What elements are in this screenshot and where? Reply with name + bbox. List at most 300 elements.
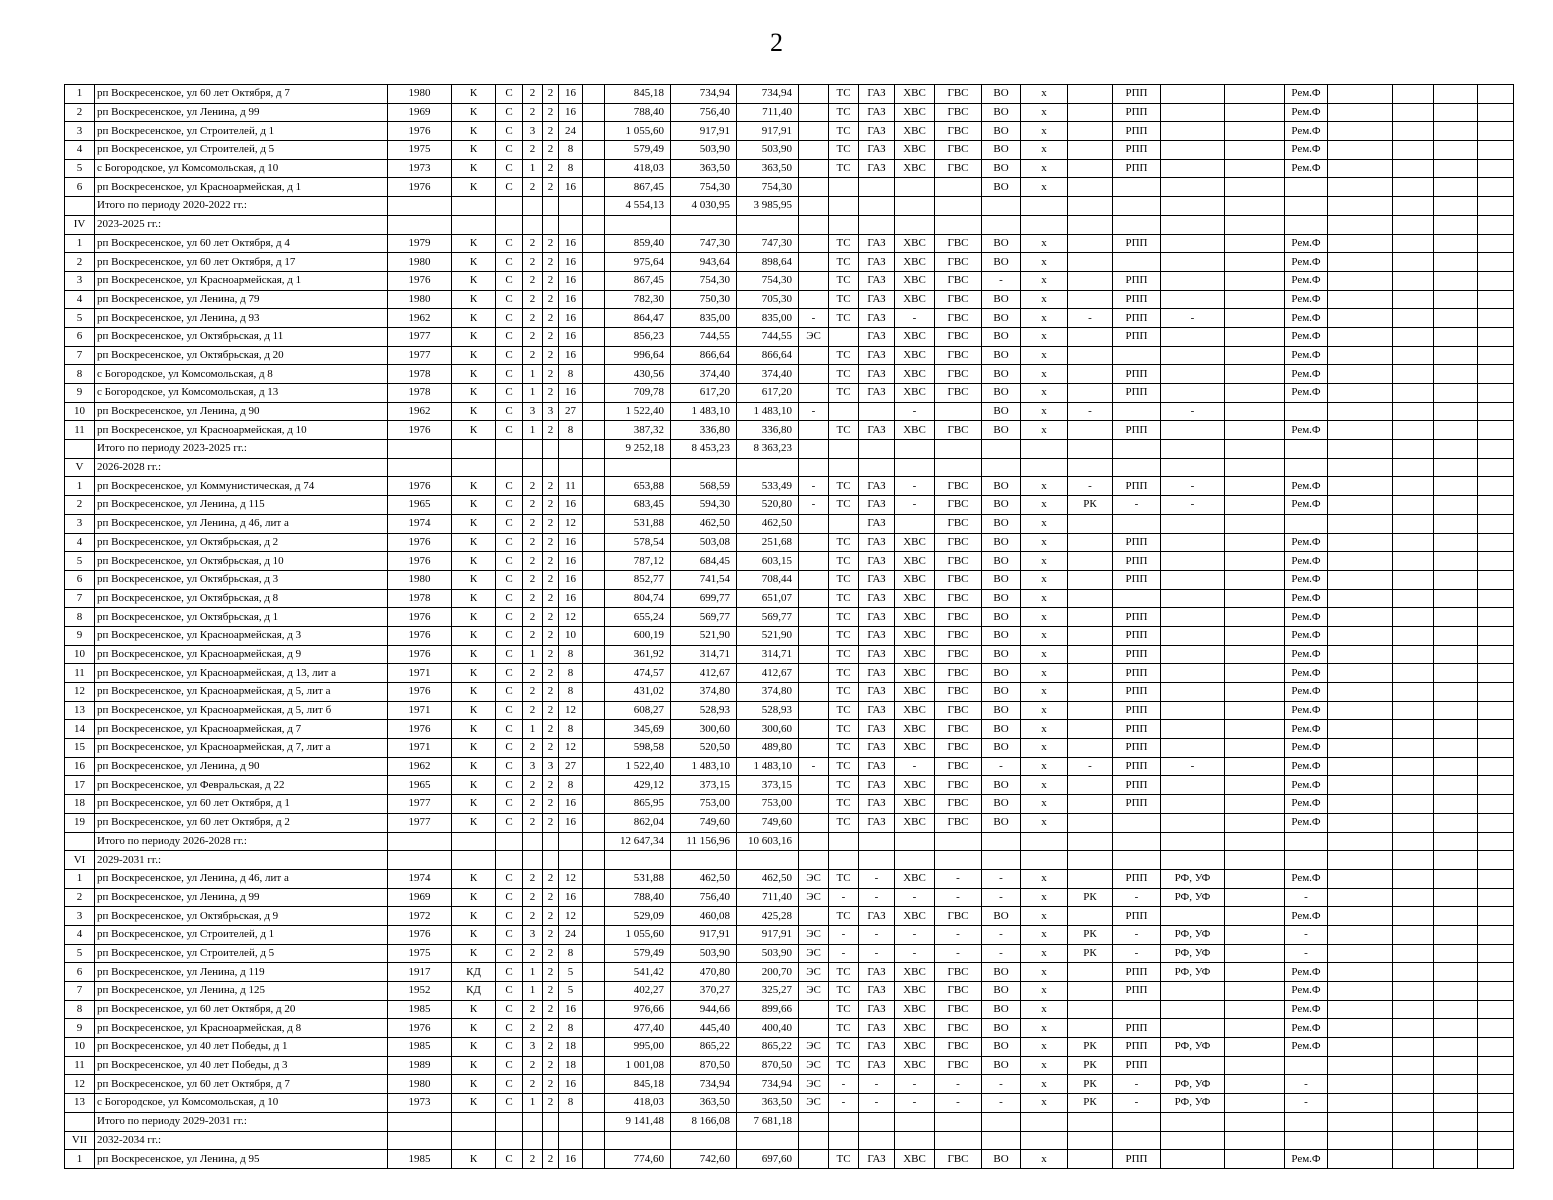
table-cell [982, 197, 1021, 216]
table-row [65, 982, 1514, 1001]
period-total-row [65, 832, 1514, 851]
period-label: 2026-2028 гг.: [95, 458, 388, 477]
table-cell [1068, 346, 1113, 365]
table-cell: 2 [543, 739, 559, 758]
table-cell [1285, 832, 1328, 851]
table-cell: х [1021, 384, 1068, 403]
table-cell: С [496, 645, 523, 664]
table-cell: С [496, 309, 523, 328]
table-cell: 3 [65, 271, 95, 290]
table-cell: 370,27 [671, 982, 737, 1001]
table-cell: ТС [829, 645, 859, 664]
table-cell [1434, 440, 1478, 459]
table-cell [1478, 215, 1514, 234]
table-cell: ТС [829, 1056, 859, 1075]
table-cell [1328, 234, 1393, 253]
table-cell: Рем.Ф [1285, 589, 1328, 608]
table-cell [1285, 178, 1328, 197]
table-cell: ГВС [935, 963, 982, 982]
address-cell: рп Воскресенское, ул Ленина, д 90 [95, 402, 388, 421]
table-cell: ВО [982, 664, 1021, 683]
table-cell [1285, 458, 1328, 477]
table-cell: С [496, 1056, 523, 1075]
table-cell [1113, 197, 1161, 216]
table-cell: х [1021, 159, 1068, 178]
table-cell [1328, 1112, 1393, 1131]
table-cell: 569,77 [737, 608, 799, 627]
table-cell [1225, 402, 1285, 421]
table-cell: х [1021, 1075, 1068, 1094]
table-cell [523, 832, 543, 851]
table-cell [1328, 309, 1393, 328]
table-cell: С [496, 776, 523, 795]
table-cell: 1 483,10 [671, 757, 737, 776]
table-cell: 867,45 [605, 271, 671, 290]
address-cell: рп Воскресенское, ул Красноармейская, д 3 [95, 626, 388, 645]
table-row [65, 159, 1514, 178]
table-cell: 4 [65, 925, 95, 944]
table-cell: РФ, УФ [1161, 1075, 1225, 1094]
table-cell [935, 1131, 982, 1150]
table-cell: 373,15 [671, 776, 737, 795]
table-cell: 462,50 [671, 514, 737, 533]
table-cell [1068, 159, 1113, 178]
table-cell [1068, 253, 1113, 272]
address-cell: рп Воскресенское, ул Красноармейская, д 7 [95, 720, 388, 739]
table-cell: ГВС [935, 608, 982, 627]
table-cell: 709,78 [605, 384, 671, 403]
table-cell [1328, 1075, 1393, 1094]
table-cell: ГАЗ [859, 271, 895, 290]
table-cell [1068, 813, 1113, 832]
table-cell: 361,92 [605, 645, 671, 664]
table-cell: 852,77 [605, 570, 671, 589]
table-cell [982, 440, 1021, 459]
table-cell: 2 [65, 253, 95, 272]
table-cell [1161, 327, 1225, 346]
table-cell [1328, 795, 1393, 814]
table-cell [1328, 290, 1393, 309]
table-cell [1434, 1075, 1478, 1094]
table-cell: 2 [523, 552, 543, 571]
table-cell [583, 421, 605, 440]
table-cell [1021, 197, 1068, 216]
table-cell: РПП [1113, 327, 1161, 346]
table-row [65, 1075, 1514, 1094]
table-cell [1068, 234, 1113, 253]
table-cell: ГАЗ [859, 253, 895, 272]
table-cell [1225, 234, 1285, 253]
table-cell [799, 813, 829, 832]
table-cell [1161, 645, 1225, 664]
table-cell: 3 [65, 122, 95, 141]
period-label: 2023-2025 гг.: [95, 215, 388, 234]
table-cell: 1 [523, 1094, 543, 1113]
table-row [65, 963, 1514, 982]
table-cell: ГВС [935, 907, 982, 926]
address-cell: рп Воскресенское, ул Ленина, д 90 [95, 757, 388, 776]
table-cell [1328, 645, 1393, 664]
table-cell [523, 1112, 543, 1131]
table-cell [1434, 626, 1478, 645]
table-cell [1021, 440, 1068, 459]
table-cell: 2 [543, 813, 559, 832]
table-cell: ГАЗ [859, 159, 895, 178]
table-cell [1225, 608, 1285, 627]
table-cell: 788,40 [605, 103, 671, 122]
table-cell [1478, 85, 1514, 104]
table-cell: ВО [982, 290, 1021, 309]
table-cell [1328, 552, 1393, 571]
table-cell [1068, 552, 1113, 571]
table-cell: 568,59 [671, 477, 737, 496]
table-cell [895, 851, 935, 870]
table-cell: РПП [1113, 533, 1161, 552]
table-cell [799, 1150, 829, 1169]
table-cell [1393, 645, 1434, 664]
table-cell: 683,45 [605, 496, 671, 515]
table-cell: - [895, 402, 935, 421]
table-cell [452, 1131, 496, 1150]
period-total-value: 10 603,16 [737, 832, 799, 851]
table-cell: С [496, 888, 523, 907]
table-cell: - [799, 757, 829, 776]
table-cell: 1979 [388, 234, 452, 253]
table-cell [583, 141, 605, 160]
table-cell: ГВС [935, 421, 982, 440]
table-cell [1434, 514, 1478, 533]
table-cell: - [829, 888, 859, 907]
table-cell [1478, 346, 1514, 365]
table-cell [1225, 757, 1285, 776]
table-cell [1434, 813, 1478, 832]
table-cell [1161, 440, 1225, 459]
address-cell: рп Воскресенское, ул Ленина, д 46, лит а [95, 869, 388, 888]
table-cell: ВО [982, 85, 1021, 104]
table-cell: Рем.Ф [1285, 122, 1328, 141]
table-cell [859, 458, 895, 477]
table-cell [1225, 683, 1285, 702]
table-cell: 1980 [388, 1075, 452, 1094]
table-cell: 2 [543, 514, 559, 533]
period-total-value: 9 141,48 [605, 1112, 671, 1131]
table-cell: К [452, 178, 496, 197]
period-total-row [65, 1112, 1514, 1131]
table-cell [1225, 1112, 1285, 1131]
table-cell [1225, 1019, 1285, 1038]
table-cell [1285, 197, 1328, 216]
table-cell: - [982, 925, 1021, 944]
table-cell [1068, 570, 1113, 589]
table-cell [1225, 832, 1285, 851]
table-cell: ГВС [935, 514, 982, 533]
table-cell: 917,91 [737, 122, 799, 141]
table-cell: ГАЗ [859, 795, 895, 814]
table-cell: ХВС [895, 813, 935, 832]
table-cell: 944,66 [671, 1000, 737, 1019]
table-cell: 1980 [388, 570, 452, 589]
table-row [65, 608, 1514, 627]
table-cell: 1 [523, 982, 543, 1001]
table-cell [1478, 739, 1514, 758]
table-cell [1478, 664, 1514, 683]
table-cell [1393, 1150, 1434, 1169]
table-cell [1113, 440, 1161, 459]
table-cell: К [452, 795, 496, 814]
table-cell [1434, 1094, 1478, 1113]
period-section-row [65, 851, 1514, 870]
table-cell [388, 197, 452, 216]
table-cell [1021, 832, 1068, 851]
table-cell: 541,42 [605, 963, 671, 982]
table-cell: ТС [829, 701, 859, 720]
table-cell: 503,90 [671, 141, 737, 160]
table-cell [1478, 907, 1514, 926]
table-cell: К [452, 757, 496, 776]
table-cell [1328, 1131, 1393, 1150]
table-cell [1161, 103, 1225, 122]
table-cell: - [982, 944, 1021, 963]
table-row [65, 496, 1514, 515]
table-cell: К [452, 1094, 496, 1113]
table-cell [583, 253, 605, 272]
table-cell: - [1285, 1094, 1328, 1113]
table-cell [1161, 253, 1225, 272]
table-cell [452, 1112, 496, 1131]
table-cell [1328, 141, 1393, 160]
table-cell: РПП [1113, 757, 1161, 776]
table-row [65, 757, 1514, 776]
table-cell: 425,28 [737, 907, 799, 926]
table-cell: ВО [982, 570, 1021, 589]
table-cell [1393, 271, 1434, 290]
table-cell: ХВС [895, 141, 935, 160]
table-cell [1328, 496, 1393, 515]
table-cell: Рем.Ф [1285, 552, 1328, 571]
table-cell [543, 197, 559, 216]
table-cell: 12 [559, 739, 583, 758]
table-cell: 2 [543, 795, 559, 814]
table-cell: ТС [829, 253, 859, 272]
table-cell [1434, 234, 1478, 253]
table-row [65, 664, 1514, 683]
table-cell: - [982, 1075, 1021, 1094]
table-cell: ГАЗ [859, 757, 895, 776]
table-cell: ХВС [895, 346, 935, 365]
table-cell: 16 [559, 533, 583, 552]
table-cell [583, 384, 605, 403]
table-cell [583, 925, 605, 944]
table-cell: 10 [65, 402, 95, 421]
table-cell: 2 [543, 253, 559, 272]
table-cell: 2 [543, 1038, 559, 1057]
table-cell [523, 458, 543, 477]
table-cell: - [799, 477, 829, 496]
table-cell: - [1161, 309, 1225, 328]
table-cell: 2 [523, 271, 543, 290]
table-cell [935, 178, 982, 197]
table-cell [799, 159, 829, 178]
table-cell [559, 832, 583, 851]
table-cell: С [496, 103, 523, 122]
table-cell: С [496, 626, 523, 645]
table-cell: 749,60 [671, 813, 737, 832]
table-cell [1068, 683, 1113, 702]
table-cell: 2 [65, 496, 95, 515]
table-cell [1434, 253, 1478, 272]
table-row [65, 402, 1514, 421]
table-cell: Рем.Ф [1285, 477, 1328, 496]
table-cell [799, 533, 829, 552]
table-cell: 865,22 [671, 1038, 737, 1057]
table-cell: ГВС [935, 589, 982, 608]
table-cell [1328, 477, 1393, 496]
table-cell [1225, 178, 1285, 197]
table-cell: 462,50 [671, 869, 737, 888]
table-cell: 521,90 [737, 626, 799, 645]
table-cell: х [1021, 907, 1068, 926]
table-cell: 460,08 [671, 907, 737, 926]
table-cell: С [496, 253, 523, 272]
table-cell: - [982, 869, 1021, 888]
table-cell: 9 [65, 1019, 95, 1038]
table-cell: 742,60 [671, 1150, 737, 1169]
table-cell: Рем.Ф [1285, 907, 1328, 926]
table-cell: С [496, 1094, 523, 1113]
table-cell [935, 1112, 982, 1131]
address-cell: рп Воскресенское, ул Ленина, д 93 [95, 309, 388, 328]
table-cell: 1989 [388, 1056, 452, 1075]
table-cell [799, 290, 829, 309]
table-cell: С [496, 234, 523, 253]
address-cell: рп Воскресенское, ул Красноармейская, д 10 [95, 421, 388, 440]
table-cell: 756,40 [671, 888, 737, 907]
table-cell: ТС [829, 813, 859, 832]
table-cell [496, 832, 523, 851]
table-cell: 477,40 [605, 1019, 671, 1038]
period-total-label: Итого по периоду 2023-2025 гг.: [95, 440, 388, 459]
table-cell [1161, 813, 1225, 832]
table-cell [799, 458, 829, 477]
table-cell: 2 [523, 776, 543, 795]
table-cell [1434, 1150, 1478, 1169]
table-cell [1434, 683, 1478, 702]
table-cell: ВО [982, 552, 1021, 571]
table-cell [829, 215, 859, 234]
table-cell: ТС [829, 1038, 859, 1057]
table-cell: ВО [982, 963, 1021, 982]
table-cell: - [1285, 925, 1328, 944]
table-cell: К [452, 626, 496, 645]
table-cell: 898,64 [737, 253, 799, 272]
table-cell: 996,64 [605, 346, 671, 365]
table-cell [496, 215, 523, 234]
table-cell: ТС [829, 757, 859, 776]
table-cell: 16 [559, 496, 583, 515]
table-cell [1434, 85, 1478, 104]
table-cell [583, 982, 605, 1001]
table-cell [583, 290, 605, 309]
table-cell [737, 1131, 799, 1150]
table-cell: ГАЗ [859, 1019, 895, 1038]
table-cell: РПП [1113, 85, 1161, 104]
table-cell: ХВС [895, 1056, 935, 1075]
address-cell: рп Воскресенское, ул Красноармейская, д 5, лит б [95, 701, 388, 720]
table-cell [829, 832, 859, 851]
table-cell: 1 [65, 1150, 95, 1169]
table-cell: - [935, 944, 982, 963]
table-cell [1478, 944, 1514, 963]
table-cell: ТС [829, 365, 859, 384]
table-cell: 711,40 [737, 103, 799, 122]
table-cell [543, 1131, 559, 1150]
table-cell [1161, 1000, 1225, 1019]
table-cell [583, 832, 605, 851]
table-cell: ГВС [935, 253, 982, 272]
table-cell [829, 458, 859, 477]
table-cell [1068, 664, 1113, 683]
table-cell: 2 [543, 552, 559, 571]
table-cell: ВО [982, 253, 1021, 272]
address-cell: рп Воскресенское, ул Строителей, д 1 [95, 925, 388, 944]
table-cell: 1965 [388, 776, 452, 795]
table-cell: - [1113, 944, 1161, 963]
table-cell: 2 [523, 813, 543, 832]
table-row [65, 869, 1514, 888]
table-cell: РПП [1113, 271, 1161, 290]
table-cell: 1 [65, 234, 95, 253]
address-cell: рп Воскресенское, ул Октябрьская, д 8 [95, 589, 388, 608]
table-cell: 1969 [388, 103, 452, 122]
table-cell: ГАЗ [859, 234, 895, 253]
table-cell: 2 [543, 888, 559, 907]
table-cell [1068, 1131, 1113, 1150]
table-row [65, 813, 1514, 832]
period-total-label: Итого по периоду 2020-2022 гг.: [95, 197, 388, 216]
table-cell: К [452, 271, 496, 290]
table-cell: 2 [523, 664, 543, 683]
table-row [65, 533, 1514, 552]
table-cell: 18 [559, 1056, 583, 1075]
table-cell: 1971 [388, 701, 452, 720]
table-cell: ТС [829, 720, 859, 739]
table-cell: ГАЗ [859, 664, 895, 683]
table-cell: ГВС [935, 664, 982, 683]
table-cell [1393, 589, 1434, 608]
table-cell: х [1021, 1056, 1068, 1075]
table-cell [1161, 271, 1225, 290]
table-cell: х [1021, 234, 1068, 253]
table-cell [543, 851, 559, 870]
table-cell: 3 [523, 122, 543, 141]
table-cell: 489,80 [737, 739, 799, 758]
table-cell [799, 832, 829, 851]
table-cell: К [452, 421, 496, 440]
table-cell: К [452, 776, 496, 795]
table-cell: 1 483,10 [737, 402, 799, 421]
table-cell: ВО [982, 907, 1021, 926]
table-cell [583, 944, 605, 963]
table-cell: - [1285, 888, 1328, 907]
table-cell: ВО [982, 626, 1021, 645]
table-cell: ГВС [935, 683, 982, 702]
table-cell: 2 [543, 720, 559, 739]
table-cell: - [799, 309, 829, 328]
table-cell [1328, 570, 1393, 589]
period-total-value: 9 252,18 [605, 440, 671, 459]
table-cell: К [452, 85, 496, 104]
table-cell [1434, 103, 1478, 122]
